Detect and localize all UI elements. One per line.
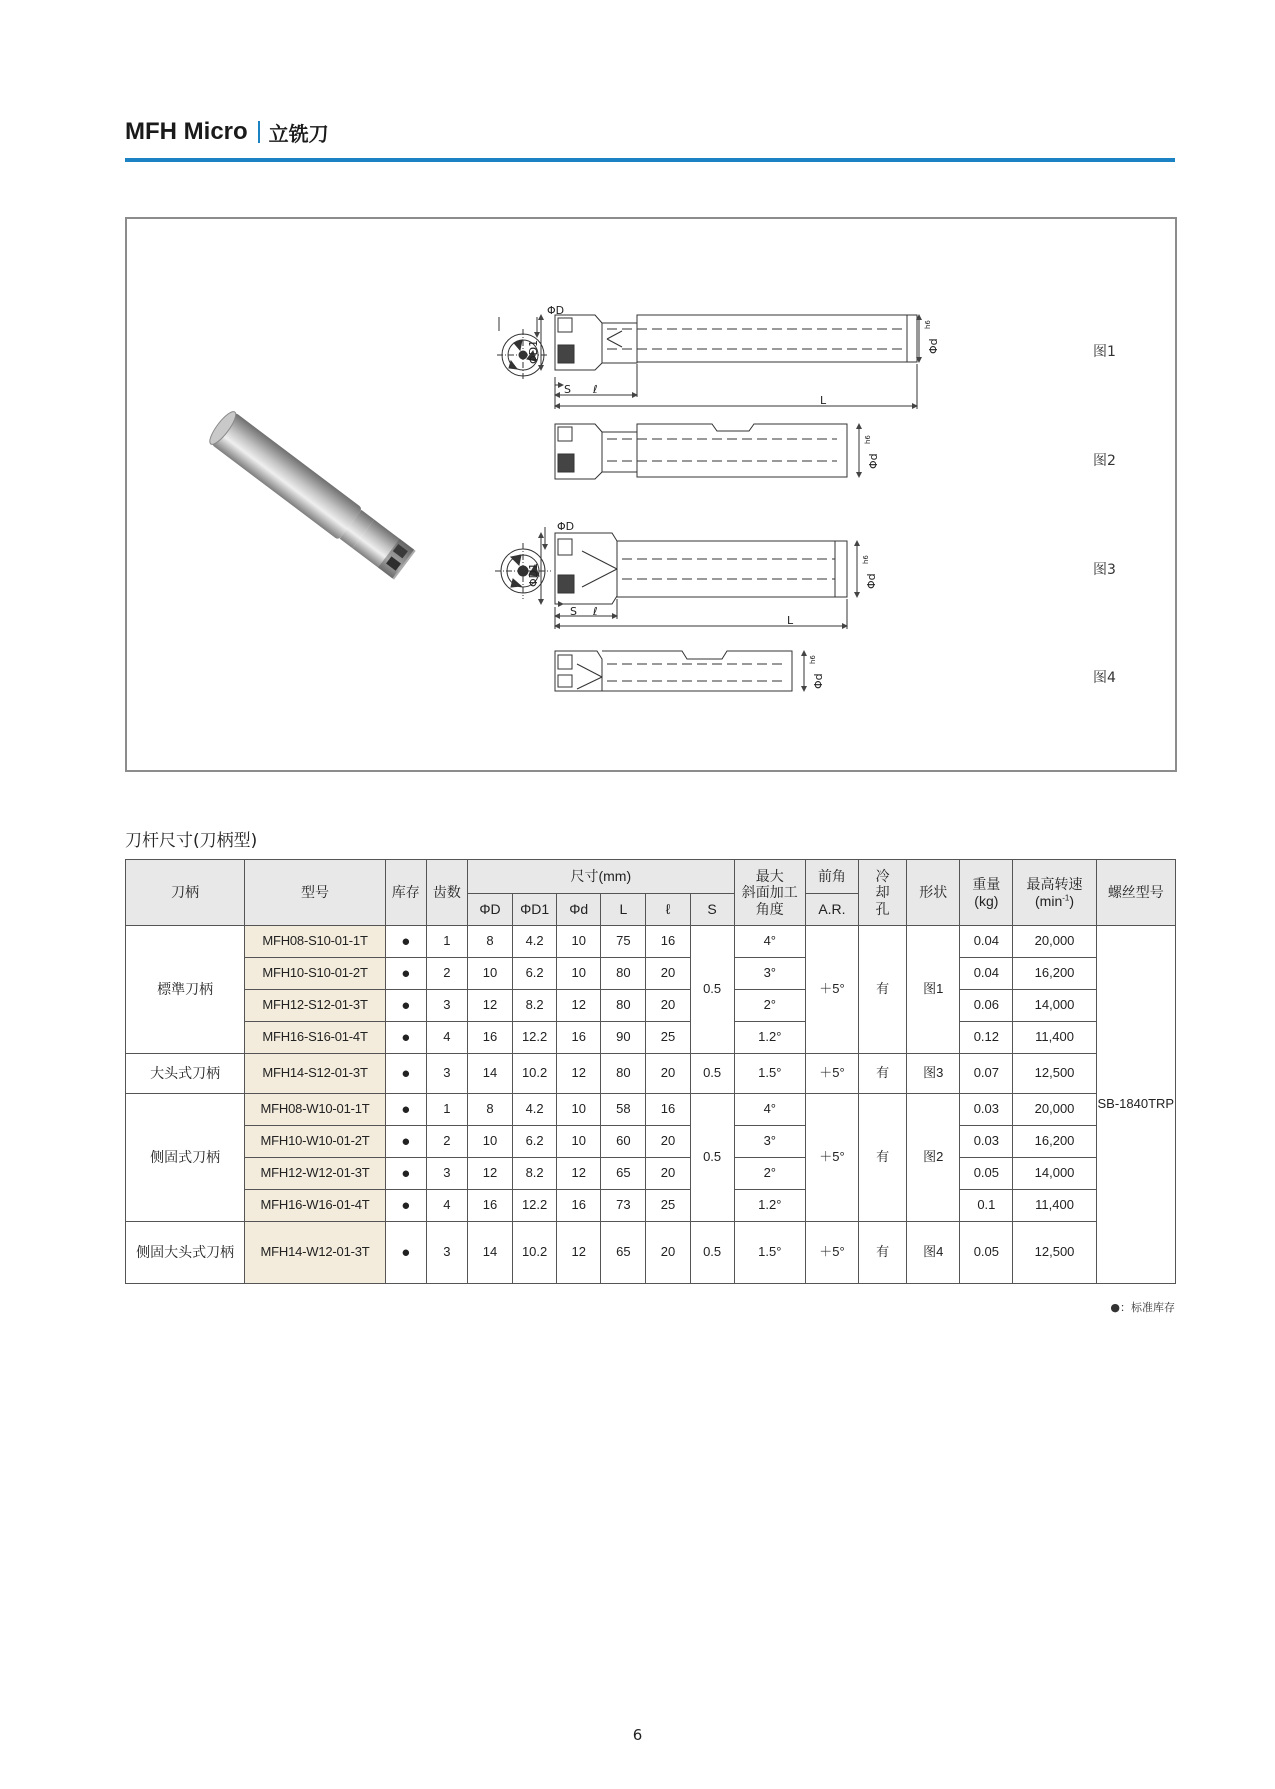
- dim-S-2: S: [570, 605, 577, 618]
- table-row: [126, 1094, 1176, 1126]
- dim-L-1: L: [820, 394, 827, 407]
- side-view-4: [555, 651, 804, 691]
- stock-cell: ●: [385, 1190, 426, 1222]
- phid-cell: 16: [557, 1022, 601, 1054]
- table-row: [126, 1022, 1176, 1054]
- L-cell: 75: [601, 926, 646, 958]
- shape-cell: 图4: [907, 1222, 960, 1284]
- l-cell: 20: [646, 958, 690, 990]
- speed-cell: 20,000: [1013, 926, 1096, 958]
- stock-cell: ●: [385, 1222, 426, 1284]
- header-teeth: 齿数: [426, 860, 467, 926]
- dim-phiD-2: ΦD: [557, 520, 575, 533]
- teeth-cell: 3: [426, 1222, 467, 1284]
- category-title: 立铣刀: [268, 121, 329, 146]
- l-cell: 20: [646, 1126, 690, 1158]
- header-coolant-1: 冷: [875, 868, 890, 885]
- stock-cell: ●: [385, 1094, 426, 1126]
- end-mill-photo: [206, 408, 417, 581]
- header-phid: Φd: [557, 894, 601, 926]
- dim-l-1: ℓ: [593, 383, 598, 396]
- header-phiD: ΦD: [467, 894, 512, 926]
- coolant-cell: 有: [859, 1222, 907, 1284]
- table-row: [126, 1222, 1176, 1284]
- stock-legend: ●：标准库存: [1110, 1301, 1175, 1314]
- weight-cell: 0.07: [960, 1054, 1013, 1094]
- model-cell: MFH08-W10-01-1T: [245, 1094, 385, 1126]
- dim-phid-4: Φd: [812, 673, 825, 689]
- shape-cell: 图2: [907, 1094, 960, 1222]
- speed-cell: 12,500: [1013, 1054, 1096, 1094]
- shape-cell: 图3: [907, 1054, 960, 1094]
- phiD1-cell: 6.2: [513, 1126, 557, 1158]
- header-coolant: [859, 860, 907, 926]
- dim-phiD1-1: ΦD1: [527, 339, 540, 364]
- angle-cell: 4°: [734, 926, 805, 958]
- l-cell: 25: [646, 1190, 690, 1222]
- shape-cell: 图1: [907, 926, 960, 1054]
- dim-phiD1-2: ΦD1: [527, 562, 540, 587]
- header-dimensions: 尺寸(mm): [467, 860, 734, 894]
- angle-cell: 1.5°: [734, 1054, 805, 1094]
- teeth-cell: 3: [426, 1158, 467, 1190]
- l-cell: 20: [646, 1222, 690, 1284]
- weight-cell: 0.03: [960, 1126, 1013, 1158]
- phid-cell: 12: [557, 1222, 601, 1284]
- stock-cell: ●: [385, 1054, 426, 1094]
- table-row: [126, 1190, 1176, 1222]
- page-header: [125, 116, 329, 148]
- model-cell: MFH16-W16-01-4T: [245, 1190, 385, 1222]
- phiD-cell: 10: [467, 958, 512, 990]
- l-cell: 20: [646, 1054, 690, 1094]
- figure-box: [125, 217, 1177, 772]
- angle-cell: 1.5°: [734, 1222, 805, 1284]
- header-max-angle-line1: 最大: [755, 868, 784, 885]
- phid-cell: 12: [557, 1158, 601, 1190]
- L-cell: 80: [601, 958, 646, 990]
- phiD1-cell: 6.2: [513, 958, 557, 990]
- phiD1-cell: 8.2: [513, 990, 557, 1022]
- header-speed-unit: (min: [1035, 892, 1063, 909]
- teeth-cell: 2: [426, 1126, 467, 1158]
- header-shank: 刀柄: [126, 860, 245, 926]
- model-cell: MFH14-S12-01-3T: [245, 1054, 385, 1094]
- header-speed-sup: -1: [1062, 892, 1070, 902]
- weight-cell: 0.12: [960, 1022, 1013, 1054]
- rake-cell: ＋5°: [805, 1222, 858, 1284]
- header-rule: [125, 158, 1175, 162]
- coolant-cell: 有: [859, 926, 907, 1054]
- teeth-cell: 1: [426, 926, 467, 958]
- speed-cell: 16,200: [1013, 1126, 1096, 1158]
- weight-cell: 0.04: [960, 926, 1013, 958]
- rake-cell: ＋5°: [805, 926, 858, 1054]
- figure-label-1: 图1: [1093, 344, 1116, 360]
- S-cell: 0.5: [690, 926, 734, 1054]
- side-view-1: [541, 315, 919, 409]
- model-cell: MFH16-S16-01-4T: [245, 1022, 385, 1054]
- S-cell: 0.5: [690, 1054, 734, 1094]
- L-cell: 65: [601, 1222, 646, 1284]
- table-row: [126, 1054, 1176, 1094]
- header-phiD1: ΦD1: [513, 894, 557, 926]
- phiD1-cell: 8.2: [513, 1158, 557, 1190]
- dim-phid-3: Φd: [865, 573, 878, 589]
- angle-cell: 1.2°: [734, 1022, 805, 1054]
- table-row: [126, 958, 1176, 990]
- brand-title: MFH Micro: [125, 118, 248, 145]
- group-side-lock: 侧固式刀柄: [126, 1094, 245, 1222]
- teeth-cell: 4: [426, 1022, 467, 1054]
- header-weight-line1: 重量: [972, 876, 1001, 893]
- stock-cell: ●: [385, 1022, 426, 1054]
- weight-cell: 0.1: [960, 1190, 1013, 1222]
- model-cell: MFH10-S10-01-2T: [245, 958, 385, 990]
- group-side-lock-big-head: 侧固大头式刀柄: [126, 1222, 245, 1284]
- table-row: [126, 1126, 1176, 1158]
- table-row: [126, 1158, 1176, 1190]
- header-l: ℓ: [646, 894, 690, 926]
- header-speed-line1: 最高转速: [1026, 876, 1083, 893]
- title-separator: [258, 121, 260, 143]
- header-L: L: [601, 894, 646, 926]
- speed-cell: 20,000: [1013, 1094, 1096, 1126]
- phiD1-cell: 12.2: [513, 1022, 557, 1054]
- side-view-2: [555, 424, 859, 479]
- dim-phid-2: Φd: [867, 453, 880, 469]
- l-cell: 20: [646, 990, 690, 1022]
- stock-cell: ●: [385, 1158, 426, 1190]
- speed-cell: 14,000: [1013, 990, 1096, 1022]
- dim-phid-1: Φd: [927, 338, 940, 354]
- phiD-cell: 8: [467, 926, 512, 958]
- L-cell: 80: [601, 1054, 646, 1094]
- phiD1-cell: 4.2: [513, 926, 557, 958]
- l-cell: 20: [646, 1158, 690, 1190]
- model-cell: MFH12-S12-01-3T: [245, 990, 385, 1022]
- figure-label-3: 图3: [1093, 562, 1116, 578]
- model-cell: MFH12-W12-01-3T: [245, 1158, 385, 1190]
- l-cell: 16: [646, 1094, 690, 1126]
- speed-cell: 11,400: [1013, 1190, 1096, 1222]
- L-cell: 80: [601, 990, 646, 1022]
- header-shape: 形状: [907, 860, 960, 926]
- coolant-cell: 有: [859, 1054, 907, 1094]
- speed-cell: 12,500: [1013, 1222, 1096, 1284]
- phiD1-cell: 4.2: [513, 1094, 557, 1126]
- dim-h6-1: h6: [924, 320, 932, 329]
- dim-S-1: S: [564, 383, 571, 396]
- header-screw: 螺丝型号: [1096, 860, 1175, 926]
- dim-l-2: ℓ: [593, 605, 598, 618]
- header-max-speed: [1013, 860, 1096, 926]
- header-speed-close: ): [1069, 892, 1075, 909]
- header-weight-line2: (kg): [974, 892, 999, 909]
- l-cell: 25: [646, 1022, 690, 1054]
- stock-cell: ●: [385, 958, 426, 990]
- model-cell: MFH10-W10-01-2T: [245, 1126, 385, 1158]
- angle-cell: 2°: [734, 990, 805, 1022]
- coolant-cell: 有: [859, 1094, 907, 1222]
- header-max-angle-line2: 斜面加工: [741, 884, 798, 901]
- S-cell: 0.5: [690, 1094, 734, 1222]
- teeth-cell: 3: [426, 990, 467, 1022]
- stock-cell: ●: [385, 1126, 426, 1158]
- teeth-cell: 4: [426, 1190, 467, 1222]
- header-stock: 库存: [385, 860, 426, 926]
- phiD-cell: 16: [467, 1190, 512, 1222]
- phid-cell: 12: [557, 990, 601, 1022]
- dim-L-2: L: [787, 614, 794, 627]
- phiD1-cell: 10.2: [513, 1222, 557, 1284]
- phid-cell: 16: [557, 1190, 601, 1222]
- weight-cell: 0.03: [960, 1094, 1013, 1126]
- l-cell: 16: [646, 926, 690, 958]
- phiD-cell: 8: [467, 1094, 512, 1126]
- group-standard: 標準刀柄: [126, 926, 245, 1054]
- phid-cell: 10: [557, 1126, 601, 1158]
- header-max-angle-line3: 角度: [755, 900, 784, 917]
- header-AR: A.R.: [805, 894, 858, 926]
- teeth-cell: 1: [426, 1094, 467, 1126]
- header-model: 型号: [245, 860, 385, 926]
- header-coolant-3: 孔: [875, 900, 890, 917]
- dim-h6-4: h6: [809, 655, 817, 664]
- L-cell: 73: [601, 1190, 646, 1222]
- speed-cell: 16,200: [1013, 958, 1096, 990]
- teeth-cell: 2: [426, 958, 467, 990]
- phid-cell: 12: [557, 1054, 601, 1094]
- dim-h6-2: h6: [864, 435, 872, 444]
- model-cell: MFH14-W12-01-3T: [245, 1222, 385, 1284]
- phiD-cell: 16: [467, 1022, 512, 1054]
- rake-cell: ＋5°: [805, 1054, 858, 1094]
- end-view-bottom: [495, 527, 551, 599]
- dim-phiD-1: ΦD: [547, 304, 565, 317]
- model-cell: MFH08-S10-01-1T: [245, 926, 385, 958]
- weight-cell: 0.05: [960, 1222, 1013, 1284]
- technical-drawings: [495, 315, 919, 691]
- header-S: S: [690, 894, 734, 926]
- phiD1-cell: 10.2: [513, 1054, 557, 1094]
- header-max-angle: [734, 860, 805, 926]
- L-cell: 90: [601, 1022, 646, 1054]
- teeth-cell: 3: [426, 1054, 467, 1094]
- side-view-3: [541, 533, 857, 629]
- section-title: 刀杆尺寸(刀柄型): [125, 831, 258, 851]
- group-big-head: 大头式刀柄: [126, 1054, 245, 1094]
- weight-cell: 0.06: [960, 990, 1013, 1022]
- L-cell: 65: [601, 1158, 646, 1190]
- angle-cell: 3°: [734, 958, 805, 990]
- tool-drawings: [127, 219, 1175, 770]
- figure-label-2: 图2: [1093, 453, 1116, 469]
- speed-cell: 11,400: [1013, 1022, 1096, 1054]
- table-row: [126, 990, 1176, 1022]
- stock-cell: ●: [385, 990, 426, 1022]
- L-cell: 60: [601, 1126, 646, 1158]
- phiD-cell: 14: [467, 1222, 512, 1284]
- header-coolant-2: 却: [875, 884, 890, 901]
- rake-cell: ＋5°: [805, 1094, 858, 1222]
- speed-cell: 14,000: [1013, 1158, 1096, 1190]
- phid-cell: 10: [557, 926, 601, 958]
- phiD-cell: 12: [467, 1158, 512, 1190]
- figure-label-4: 图4: [1093, 670, 1116, 686]
- angle-cell: 2°: [734, 1158, 805, 1190]
- header-speed-line2: [1013, 893, 1095, 909]
- weight-cell: 0.04: [960, 958, 1013, 990]
- phid-cell: 10: [557, 958, 601, 990]
- phiD-cell: 14: [467, 1054, 512, 1094]
- header-weight: [960, 860, 1013, 926]
- weight-cell: 0.05: [960, 1158, 1013, 1190]
- screw-cell: SB-1840TRP: [1096, 926, 1175, 1284]
- stock-cell: ●: [385, 926, 426, 958]
- angle-cell: 3°: [734, 1126, 805, 1158]
- phiD1-cell: 12.2: [513, 1190, 557, 1222]
- table-row: [126, 926, 1176, 958]
- phiD-cell: 12: [467, 990, 512, 1022]
- S-cell: 0.5: [690, 1222, 734, 1284]
- angle-cell: 4°: [734, 1094, 805, 1126]
- header-rake: 前角: [805, 860, 858, 894]
- L-cell: 58: [601, 1094, 646, 1126]
- page-number: 6: [632, 1726, 643, 1744]
- dim-h6-3: h6: [862, 555, 870, 564]
- angle-cell: 1.2°: [734, 1190, 805, 1222]
- phiD-cell: 10: [467, 1126, 512, 1158]
- spec-table: [125, 859, 1176, 1284]
- phid-cell: 10: [557, 1094, 601, 1126]
